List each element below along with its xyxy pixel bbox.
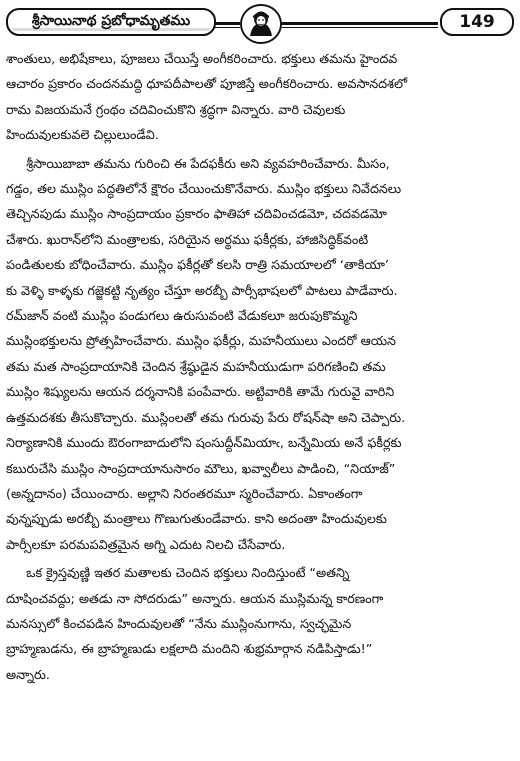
text-line: బ్రాహ్మణుడను, ఈ బ్రాహ్మణుడు లక్షలాది మందిని శుభ్రమార్గాన నడిపిస్తాడు!” xyxy=(6,641,373,657)
text-line: అన్నారు. xyxy=(6,666,50,682)
text-line: ముస్లింభక్తులను ప్రోత్సహించేవారు. ముస్లిం ఫకీర్లు, మహనీయులు ఎందరో ఆయన xyxy=(6,333,396,349)
text-line: పండితులకు బోధించేవారు. ముస్లిం ఫకీర్లతో కలసి రాత్రి సమయాలలో ‘తాకియా’ xyxy=(6,257,389,273)
saint-portrait-icon xyxy=(240,4,282,44)
paragraph xyxy=(6,151,512,558)
text-line: తమ మత సాంప్రదాయానికి చెందిన శ్రేష్ఠుడైన మహనీయుడుగా పరిగణించి తమ xyxy=(6,358,386,374)
text-line: మనస్సులో కించపడిన హిందువులతో “నేను ముస్లింనుగాను, స్వచ్ఛమైన xyxy=(6,615,352,631)
text-line: రమ్‌జాన్ వంటి ముస్లిం పండుగలు ఉరుసువంటి వేడుకలూ జరుపుకొమ్మని xyxy=(6,308,358,324)
text-line: నిర్యాణానికి ముందు ఔరంగాబాదులోని షంసుద్దీన్‌మియాఁ, బన్నేమియ అనే ఫకీర్లకు xyxy=(6,435,402,451)
text-line: శ్రీసాయిబాబా తమను గురించి ఈ పేదఫకీరు అని వ్యవహరించేవారు. మీసం, xyxy=(6,155,390,171)
text-line: ఒక క్రైస్తవుణ్ణి ఇతర మతాలకు చెందిన భక్తులు నిందిస్తుంటే “అతన్ని xyxy=(6,565,350,581)
text-line: శాంతులు, అభిషేకాలు, పూజలు చేయిస్తే అంగీకరించారు. భక్తులు తమను హైందవ xyxy=(6,51,398,66)
paragraph xyxy=(6,46,512,148)
text-line: తెచ్చినపుడు ముస్లిం సాంప్రదాయం ప్రకారం ఫాతిహా చదివించడమో, చదవడమో xyxy=(6,206,387,222)
text-line: వున్నప్పుడు అరబ్బీ మంత్రాలు గొణుగుతుండేవారు. కాని అదంతా హిందువులకు xyxy=(6,511,387,527)
running-title xyxy=(6,8,216,36)
text-line: ముస్లిం శిష్యులను ఆయన దర్శనానికి పంపేవారు. అట్టివారికి తామే గురువై వారిని xyxy=(6,384,395,400)
header-rule-left xyxy=(214,22,240,25)
text-line: గడ్డం, తల ముస్లిం పద్ధతిలోనే క్షౌరం చేయించుకొనేవారు. ముస్లిం భక్తులు నివేదనలు xyxy=(6,181,402,197)
text-line: కు వెళ్ళి కాళ్ళకు గజ్జెకట్టి నృత్యం చేస్తూ అరబ్బీ పార్సీభాషలలో పాటలు పాడేవారు. xyxy=(6,282,398,298)
header-rule-left-thin xyxy=(214,27,240,28)
text-line: హిందువులకువలె చిల్లులుండేవి. xyxy=(6,127,159,143)
book-title: శ్రీసాయినాథ ప్రబోధామృతము xyxy=(31,12,191,29)
paragraph xyxy=(6,560,512,687)
header-rule-right-thin xyxy=(282,27,438,28)
page-header xyxy=(6,4,514,40)
header-rule-right xyxy=(282,22,438,25)
text-line: ఉత్తమదశకు తీసుకొచ్చారు. ముస్లింలతో తమ గురువు పేరు రోషన్‌షా అని చెప్పారు. xyxy=(6,409,406,425)
text-line: రామ విజయమనే గ్రంథం చదివించుకొని శ్రద్ధగా విన్నారు. వారి చెవులకు xyxy=(6,101,346,117)
body-text xyxy=(6,46,512,687)
text-line: (అన్నదానం) చేయించారు. అల్లాని నిరంతరమూ స్మరించేవారు. ఏకాంతంగా xyxy=(6,485,363,501)
page-number: 149 xyxy=(459,12,495,32)
page-number-box xyxy=(440,8,514,36)
text-line: కబురుచేసి ముస్లిం సాంప్రదాయానుసారం మౌలు, ఖవ్వాలీలు పాడించి, “నియాజ్” xyxy=(6,460,396,476)
text-line: దూషించవద్దు; అతడు నా సోదరుడు” అన్నారు. ఆయన ముస్లిమన్న కారణంగా xyxy=(6,590,384,606)
text-line: చేశారు. ఖురాన్‌లోని మంత్రాలకు, సరియైన అర్థము ఫకీర్లకు, హాజిసిద్ధిక్‌వంటి xyxy=(6,231,369,247)
text-line: పార్సీలకూ పరమపవిత్రమైన అగ్ని ఎదుట నిలచి చేసేవారు. xyxy=(6,536,286,552)
text-line: ఆచారం ప్రకారం చందనమద్ది ధూపదీపాలతో పూజిస్తే అంగీకరించారు. అవసానదశలో xyxy=(6,76,408,92)
